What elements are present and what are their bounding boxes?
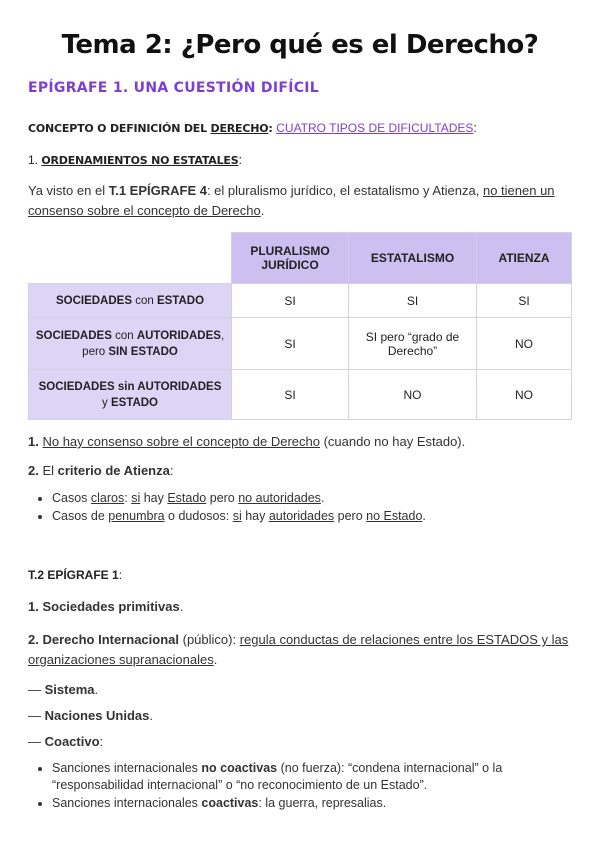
s2-number: 2. bbox=[28, 632, 39, 647]
row-label-part: , pero bbox=[82, 329, 225, 358]
list-item bbox=[52, 795, 573, 812]
table-row bbox=[29, 284, 572, 318]
epigraph-heading: EPÍGRAFE 1. UNA CUESTIÓN DIFÍCIL bbox=[28, 80, 320, 96]
sancion-text: Sanciones internacionales bbox=[52, 796, 202, 810]
caso-text: Estado bbox=[167, 491, 207, 505]
section-2 bbox=[28, 630, 573, 670]
row-label-part: SOCIEDADES bbox=[35, 329, 112, 342]
sanciones-list bbox=[28, 760, 573, 813]
table-header: ESTATALISMO bbox=[349, 233, 477, 284]
concept-end: : bbox=[473, 121, 477, 135]
caso-text: no autoridades bbox=[238, 491, 321, 505]
row-label-part: SIN ESTADO bbox=[108, 345, 178, 358]
row-header bbox=[29, 370, 232, 420]
sancion-text: Sanciones internacionales bbox=[52, 761, 202, 775]
table-cell: NO bbox=[477, 370, 572, 420]
table-corner bbox=[29, 233, 232, 284]
point-1-number: 1. bbox=[28, 434, 39, 449]
point-2 bbox=[28, 461, 573, 481]
ordenamientos-number: 1. bbox=[28, 153, 42, 167]
table-cell: SI pero “grado de Derecho” bbox=[349, 318, 477, 370]
point-2-text-a: El bbox=[38, 463, 58, 478]
row-label-part: AUTORIDADES bbox=[136, 329, 221, 342]
row-label-part: y bbox=[101, 396, 111, 409]
dash-end: . bbox=[149, 708, 154, 723]
dash-item bbox=[28, 706, 573, 726]
ordenamientos-text: ORDENAMIENTOS NO ESTATALES bbox=[41, 154, 239, 167]
point-1 bbox=[28, 432, 573, 452]
caso-text: pero bbox=[334, 509, 367, 523]
caso-text: . bbox=[320, 491, 325, 505]
dash-item bbox=[28, 732, 573, 752]
row-label-part: con bbox=[111, 329, 137, 342]
sancion-text: (no fuerza): “condena internacional” o la “responsabilidad internacional” o “no reconocimiento de un Estado”. bbox=[52, 761, 503, 792]
dash-text: Coactivo bbox=[44, 734, 100, 749]
dash-mark: — bbox=[28, 682, 45, 697]
caso-text: Casos de bbox=[52, 509, 109, 523]
t2-text: T.2 EPÍGRAFE 1 bbox=[28, 568, 119, 582]
intro-end: . bbox=[260, 203, 265, 218]
point-2-bold: criterio de Atienza bbox=[57, 463, 170, 478]
caso-text: si bbox=[232, 509, 242, 523]
caso-text: pero bbox=[206, 491, 239, 505]
intro-text-c: : el pluralismo jurídico, el estatalismo y Atienza, bbox=[206, 183, 483, 198]
cuatro-tipos-link[interactable]: CUATRO TIPOS DE DIFICULTADES bbox=[276, 121, 474, 135]
table-row bbox=[29, 370, 572, 420]
row-label-part: SOCIEDADES bbox=[55, 294, 133, 307]
row-label-part: SOCIEDADES sin AUTORIDADES bbox=[38, 380, 222, 393]
row-label-part: ESTADO bbox=[110, 396, 159, 409]
page-title: Tema 2: ¿Pero qué es el Derecho? bbox=[61, 30, 539, 60]
table-cell: SI bbox=[232, 284, 349, 318]
list-item bbox=[52, 508, 573, 525]
caso-text: hay bbox=[241, 509, 269, 523]
dash-mark: — bbox=[28, 708, 45, 723]
caso-text: hay bbox=[140, 491, 168, 505]
t2-end: : bbox=[118, 568, 123, 582]
dash-end: . bbox=[94, 682, 99, 697]
row-label-part: con bbox=[132, 294, 157, 307]
point-2-end: : bbox=[169, 463, 174, 478]
row-header bbox=[29, 284, 232, 318]
casos-list bbox=[28, 490, 573, 526]
s2-bold: Derecho Internacional bbox=[38, 632, 179, 647]
point-1-underlined: No hay consenso sobre el concepto de Derecho bbox=[42, 434, 320, 449]
dash-end: : bbox=[99, 734, 104, 749]
point-2-number: 2. bbox=[28, 463, 39, 478]
dash-text: Naciones Unidas bbox=[44, 708, 150, 723]
caso-text: penumbra bbox=[108, 509, 165, 523]
dash-text: Sistema bbox=[44, 682, 95, 697]
s1-number: 1. bbox=[28, 599, 39, 614]
caso-text: no Estado bbox=[366, 509, 423, 523]
point-1-rest: (cuando no hay Estado). bbox=[319, 434, 466, 449]
comparison-table bbox=[28, 232, 572, 420]
s2-end: . bbox=[213, 652, 218, 667]
table-header: ATIENZA bbox=[477, 233, 572, 284]
table-row bbox=[29, 318, 572, 370]
caso-text: claros bbox=[90, 491, 125, 505]
table-cell: SI bbox=[349, 284, 477, 318]
caso-text: . bbox=[422, 509, 426, 523]
caso-text: si bbox=[131, 491, 141, 505]
sancion-bold: no coactivas bbox=[201, 761, 278, 775]
s1-end: . bbox=[179, 599, 184, 614]
concept-derecho: DERECHO bbox=[210, 122, 269, 135]
table-cell: SI bbox=[232, 318, 349, 370]
row-label-part: ESTADO bbox=[156, 294, 205, 307]
sancion-text: : la guerra, represalias. bbox=[258, 796, 387, 810]
list-item bbox=[52, 760, 573, 794]
dash-item bbox=[28, 680, 573, 700]
s2-underlined: regula conductas de relaciones entre los ESTADOS y las organizaciones supranacionales bbox=[28, 632, 569, 667]
dash-mark: — bbox=[28, 734, 45, 749]
caso-text: autoridades bbox=[268, 509, 335, 523]
caso-text: : bbox=[124, 491, 132, 505]
table-header: PLURALISMO JURÍDICO bbox=[232, 233, 349, 284]
t2-heading bbox=[28, 566, 122, 584]
s1-text: Sociedades primitivas bbox=[38, 599, 180, 614]
sancion-bold: coactivas bbox=[201, 796, 259, 810]
table-cell: NO bbox=[349, 370, 477, 420]
ordenamientos-line bbox=[28, 151, 242, 170]
intro-paragraph bbox=[28, 181, 573, 221]
table-header-row bbox=[29, 233, 572, 284]
concept-colon: : bbox=[268, 122, 277, 135]
list-item bbox=[52, 490, 573, 507]
table-cell: SI bbox=[232, 370, 349, 420]
s2-text-c: (público): bbox=[179, 632, 240, 647]
concept-prefix: CONCEPTO O DEFINICIÓN DEL bbox=[28, 122, 211, 135]
caso-text: Casos bbox=[52, 491, 91, 505]
table-cell: SI bbox=[477, 284, 572, 318]
concept-line bbox=[28, 119, 477, 138]
caso-text: o dudosos: bbox=[164, 509, 233, 523]
table-cell: NO bbox=[477, 318, 572, 370]
intro-underlined: no tienen un consenso sobre el concepto de Derecho bbox=[28, 183, 555, 218]
intro-ref: T.1 EPÍGRAFE 4 bbox=[108, 183, 207, 198]
row-header bbox=[29, 318, 232, 370]
ordenamientos-end: : bbox=[238, 153, 242, 167]
section-1 bbox=[28, 597, 573, 617]
intro-text-a: Ya visto en el bbox=[28, 183, 109, 198]
